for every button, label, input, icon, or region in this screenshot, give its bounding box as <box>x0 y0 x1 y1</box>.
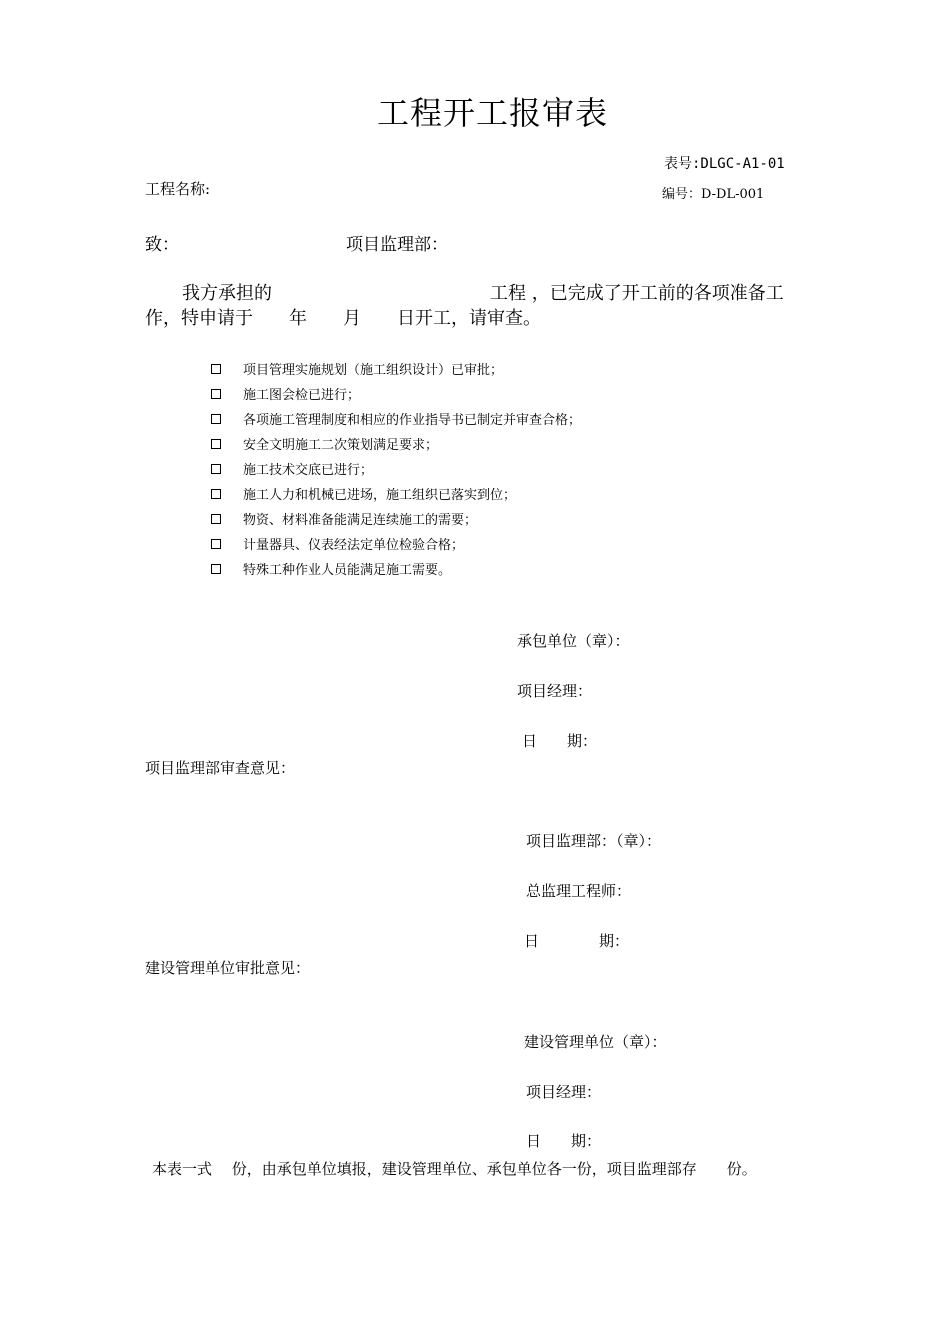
request-text-part3: 作，特申请于 年 月 日开工，请审查。 <box>145 308 541 329</box>
chief-supervisor-label: 总监理工程师： <box>526 882 632 900</box>
serial-number: 编号：D-DL-001 <box>662 187 765 202</box>
supervision-opinion-label: 项目监理部审查意见： <box>145 759 296 777</box>
supervision-date-label: 日 期： <box>524 932 630 950</box>
checkbox-icon[interactable] <box>211 464 221 474</box>
checkbox-icon[interactable] <box>211 389 221 399</box>
checklist-item <box>211 506 581 531</box>
footer-note: 本表一式 份，由承包单位填报，建设管理单位、承包单位各一份，项目监理部存 份。 <box>152 1160 757 1178</box>
owner-unit-label: 建设管理单位（章）： <box>524 1033 667 1051</box>
contractor-date-label: 日 期： <box>522 732 598 750</box>
owner-date-label: 日 期： <box>526 1132 602 1150</box>
owner-manager-label: 项目经理： <box>526 1083 602 1101</box>
checklist-item-label: 特殊工种作业人员能满足施工需要。 <box>243 563 452 578</box>
addressee-dept: 项目监理部： <box>346 235 448 255</box>
checklist-item <box>211 356 581 381</box>
checklist-item-label: 各项施工管理制度和相应的作业指导书已制定并审查合格； <box>243 413 582 428</box>
contractor-manager-label: 项目经理： <box>517 682 593 700</box>
preparation-checklist <box>211 356 581 581</box>
checkbox-icon[interactable] <box>211 539 221 549</box>
contractor-unit-label: 承包单位（章）： <box>517 632 630 650</box>
form-number: 表号:DLGC-A1-01 <box>664 156 785 172</box>
checklist-item-label: 施工图会检已进行； <box>243 388 361 403</box>
checklist-item <box>211 456 581 481</box>
checklist-item <box>211 431 581 456</box>
project-name-label: 工程名称: <box>145 180 211 198</box>
supervision-dept-label: 项目监理部：（章）： <box>526 832 662 850</box>
checkbox-icon[interactable] <box>211 414 221 424</box>
checkbox-icon[interactable] <box>211 439 221 449</box>
owner-opinion-label: 建设管理单位审批意见： <box>145 959 311 977</box>
checkbox-icon[interactable] <box>211 564 221 574</box>
checklist-item <box>211 406 581 431</box>
addressee-label: 致： <box>145 235 179 255</box>
checklist-item-label: 施工人力和机械已进场，施工组织已落实到位； <box>243 488 517 503</box>
checkbox-icon[interactable] <box>211 364 221 374</box>
document-title: 工程开工报审表 <box>376 94 608 132</box>
checklist-item-label: 项目管理实施规划（施工组织设计）已审批； <box>243 363 504 378</box>
checkbox-icon[interactable] <box>211 514 221 524</box>
checklist-item-label: 计量器具、仪表经法定单位检验合格； <box>243 538 465 553</box>
checklist-item-label: 安全文明施工二次策划满足要求； <box>243 438 439 453</box>
checklist-item <box>211 556 581 581</box>
checkbox-icon[interactable] <box>211 489 221 499</box>
checklist-item <box>211 481 581 506</box>
checklist-item-label: 物资、材料准备能满足连续施工的需要； <box>243 513 478 528</box>
checklist-item <box>211 531 581 556</box>
request-text-part2: 工程 ，已完成了开工前的各项准备工 <box>490 283 784 304</box>
checklist-item-label: 施工技术交底已进行； <box>243 463 374 478</box>
request-text-part1: 我方承担的 <box>182 283 272 304</box>
checklist-item <box>211 381 581 406</box>
